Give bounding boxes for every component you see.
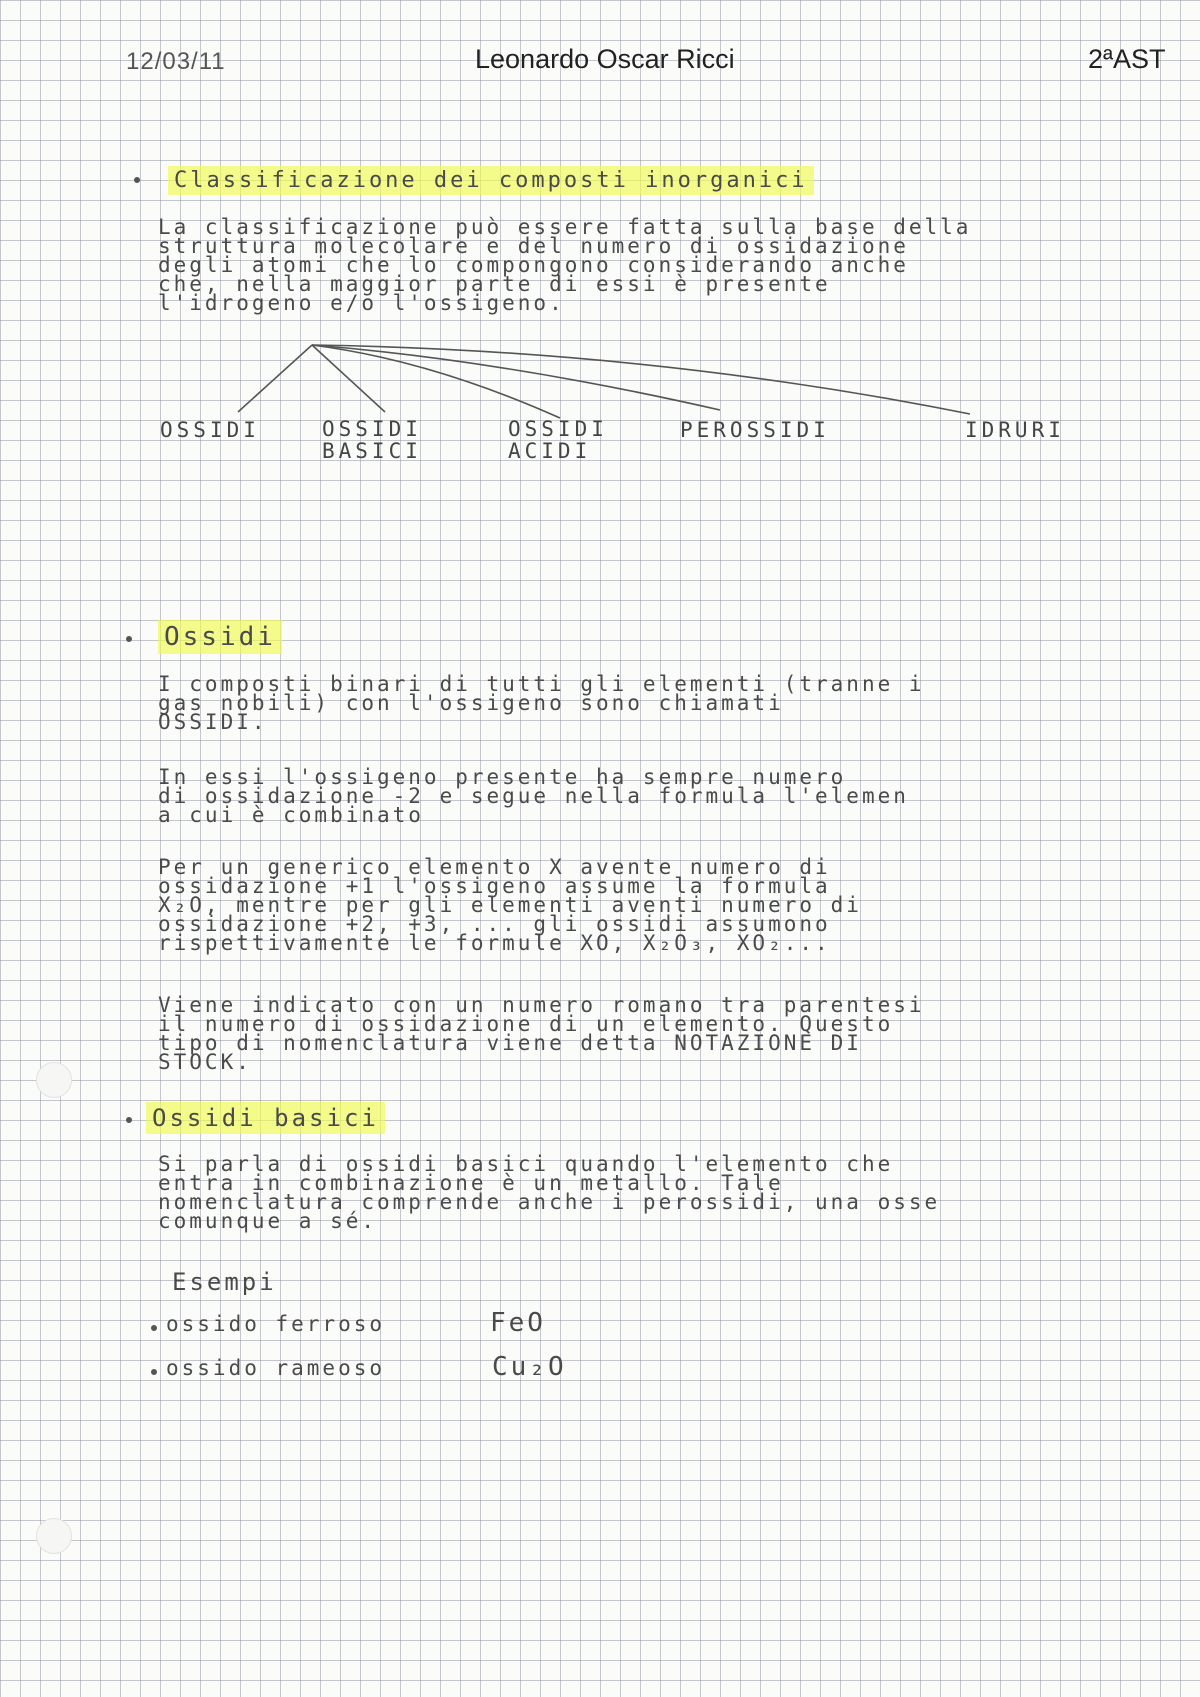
section-heading-ossidi: Ossidi — [158, 620, 282, 654]
text-line: gas nobili) con l'ossigeno sono chiamati — [158, 691, 784, 715]
paragraph-ossidazione — [158, 765, 909, 827]
text-line: degli atomi che lo compongono considerando anche — [158, 253, 909, 277]
example-formula: Cu₂O — [492, 1352, 567, 1382]
text-line: rispettivamente le formule XO, X₂O₃, XO₂... — [158, 931, 831, 955]
text-line: La classificazione può essere fatta sulla base della — [158, 215, 972, 239]
text-line: Si parla di ossidi basici quando l'elemento che — [158, 1152, 894, 1176]
example-name: ossido ferroso — [166, 1312, 386, 1336]
section-heading-ossidi-basici: Ossidi basici — [146, 1102, 385, 1134]
bullet — [126, 636, 132, 642]
text-line: STOCK. — [158, 1050, 252, 1074]
text-line: nomenclatura comprende anche i perossidi, una osse — [158, 1190, 941, 1214]
text-line: X₂O, mentre per gli elementi aventi numero di — [158, 893, 862, 917]
classification-tree-lines — [0, 0, 1200, 470]
tree-node-ossidi-acidi: OSSIDI ACIDI — [508, 417, 608, 463]
text-line: OSSIDI. — [158, 710, 268, 734]
tree-node-ossidi: OSSIDI — [160, 418, 260, 442]
text-line: Per un generico elemento X avente numero di — [158, 855, 831, 879]
text-line: di ossidazione -2 e segue nella formula l'elemen — [158, 784, 909, 808]
esempi-label: Esempi — [172, 1268, 277, 1296]
text-line: I composti binari di tutti gli elementi (tranne i — [158, 672, 925, 696]
example-formula: FeO — [490, 1308, 546, 1338]
text-line: il numero di ossidazione di un elemento. Questo — [158, 1012, 894, 1036]
bullet — [151, 1325, 157, 1331]
text-line: struttura molecolare e del numero di ossidazione — [158, 234, 909, 258]
punch-hole — [36, 1062, 72, 1098]
tree-node-idruri: IDRURI — [965, 418, 1065, 442]
text-line: l'idrogeno e/o l'ossigeno. — [158, 291, 565, 315]
text-line: che, nella maggior parte di essi è presente — [158, 272, 831, 296]
text-line: In essi l'ossigeno presente ha sempre numero — [158, 765, 847, 789]
tree-node-perossidi: PEROSSIDI — [680, 418, 830, 442]
example-name: ossido rameoso — [166, 1356, 386, 1380]
bullet — [151, 1369, 157, 1375]
paragraph-ossidi-basici — [158, 1152, 941, 1233]
bullet — [126, 1117, 132, 1123]
tree-node-ossidi-basici: OSSIDI BASICI — [322, 417, 422, 463]
text-line: Viene indicato con un numero romano tra parentesi — [158, 993, 925, 1017]
header-date: 12/03/11 — [126, 48, 226, 75]
paragraph-formule — [158, 855, 862, 955]
text-line: comunque a sé. — [158, 1209, 378, 1233]
punch-hole — [36, 1518, 72, 1554]
paragraph-ossidi-definition — [158, 672, 925, 734]
section-heading-classificazione: Classificazione dei composti inorganici — [168, 166, 814, 195]
text-line: ossidazione +1 l'ossigeno assume la formula — [158, 874, 831, 898]
text-line: ossidazione +2, +3, ... gli ossidi assumono — [158, 912, 831, 936]
text-line: tipo di nomenclatura viene detta NOTAZIONE DI — [158, 1031, 862, 1055]
text-line: entra in combinazione è un metallo. Tale — [158, 1171, 784, 1195]
text-line: a cui è combinato — [158, 803, 424, 827]
header-class: 2ªAST — [1088, 44, 1166, 74]
header-author: Leonardo Oscar Ricci — [475, 44, 735, 74]
paragraph-notazione-stock — [158, 993, 925, 1074]
